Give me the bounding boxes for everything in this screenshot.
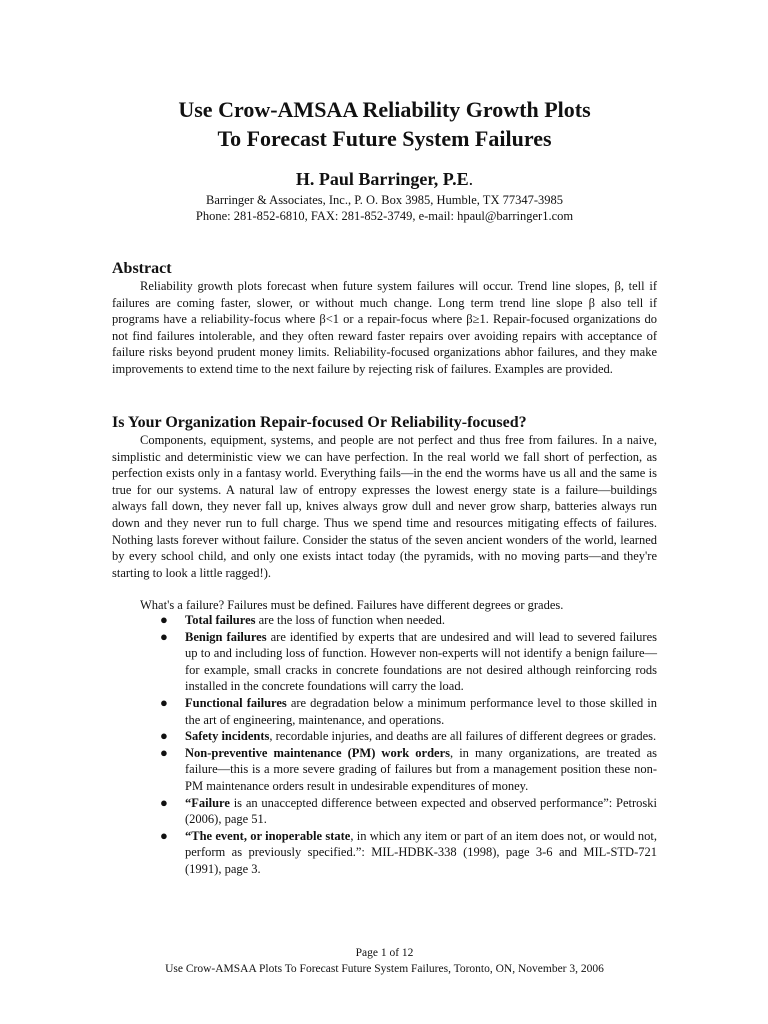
abstract-heading: Abstract bbox=[112, 260, 172, 277]
author-name: H. Paul Barringer, P.E. bbox=[295, 169, 474, 189]
bullet-icon: ● bbox=[160, 694, 168, 710]
list-item: ● Total failures are the loss of function when needed. bbox=[160, 612, 446, 627]
list-item: ● “The event, or inoperable state, in which any item or part of an item does not, or would not, perform as previously specified.”: MIL-HDBK-338 (1998), page 3-6 and MIL-STD-721 (1991), page 3. bbox=[160, 827, 657, 876]
bullet-icon: ● bbox=[160, 612, 168, 627]
bullet-icon: ● bbox=[160, 744, 168, 760]
abstract-text: Reliability growth plots forecast when future system failures will occur. Trend line slopes, β, tell if failures are coming faster, slower, or without much change. Long term trend line slope β also tell if programs have a reliability-focus where β<1 or a repair-focus where β≥1. Repair-focused organizations do not find failures intolerable, and they often reward faster repairs over avoiding repairs with acceptance of failure risks beyond prudent money limits. Reliability-focused organizations abhor failures, and they make improvements to extend time to the next failure by rejecting risk of failures. Examples are provided. bbox=[112, 279, 657, 376]
section-paragraph-1: Components, equipment, systems, and people are not perfect and thus free from failures. In a naive, simplistic and deterministic view we can have perfection. In the real world we fall short of perfection, as perfection exists only in a fantasy world. Everything fails—in the end the worms have us all and the same is true for our systems. A natural law of entropy expresses the lowest energy state is a failure—buildings always fall down, they never fall up, knives always grow dull and never grow sharp, batteries always run down and they never run to full charge. Thus we spend time and resources mitigating effects of failures. Nothing lasts forever without failure. Consider the status of the seven ancient wonders of the world, learned by every school child, and only one exists intact today (the pyramids, with no moving parts—and they're starting to look a little ragged!). bbox=[112, 433, 657, 580]
list-item: ● Benign failures are identified by experts that are undesired and will lead to severed failures up to and including loss of function. However non-experts will not identify a benign failure—for example, small cracks in concrete foundations are not desired although reinforcing rods installed in the concrete foundations will carry the load. bbox=[160, 628, 657, 694]
title-line-2: To Forecast Future System Failures bbox=[217, 126, 552, 151]
affiliation-contact: Phone: 281-852-6810, FAX: 281-852-3749, e-mail: hpaul@barringer1.com bbox=[195, 209, 574, 223]
bullet-icon: ● bbox=[160, 628, 168, 644]
list-item: ● Safety incidents, recordable injuries, and deaths are all failures of different degrees or grades. bbox=[160, 728, 657, 744]
page-number: Page 1 of 12 bbox=[355, 947, 414, 959]
bullet-icon: ● bbox=[160, 794, 168, 810]
list-item: ● Non-preventive maintenance (PM) work orders, in many organizations, are treated as failure—this is a more severe grading of failures but from a management position these non-PM maintenance orders result in undesirable expenditures of money. bbox=[160, 744, 657, 793]
author-affiliation bbox=[112, 192, 657, 224]
footer-citation: Use Crow-AMSAA Plots To Forecast Future System Failures, Toronto, ON, November 3, 2006 bbox=[165, 963, 604, 975]
section-paragraph-2: What's a failure? Failures must be defined. Failures have different degrees or grades. bbox=[140, 598, 564, 612]
bullet-icon: ● bbox=[160, 827, 168, 843]
list-item: ● Functional failures are degradation below a minimum performance level to those skilled in the art of engineering, maintenance, and operations. bbox=[160, 694, 657, 727]
section-heading: Is Your Organization Repair-focused Or Reliability-focused? bbox=[112, 414, 527, 431]
affiliation-address: Barringer & Associates, Inc., P. O. Box 3985, Humble, TX 77347-3985 bbox=[205, 193, 564, 207]
paper-title bbox=[112, 95, 657, 153]
failure-types-list bbox=[112, 612, 657, 878]
bullet-icon: ● bbox=[160, 728, 168, 744]
title-line-1: Use Crow-AMSAA Reliability Growth Plots bbox=[178, 97, 591, 122]
list-item: ● “Failure is an unaccepted difference between expected and observed performance”: Petroski (2006), page 51. bbox=[160, 794, 657, 827]
